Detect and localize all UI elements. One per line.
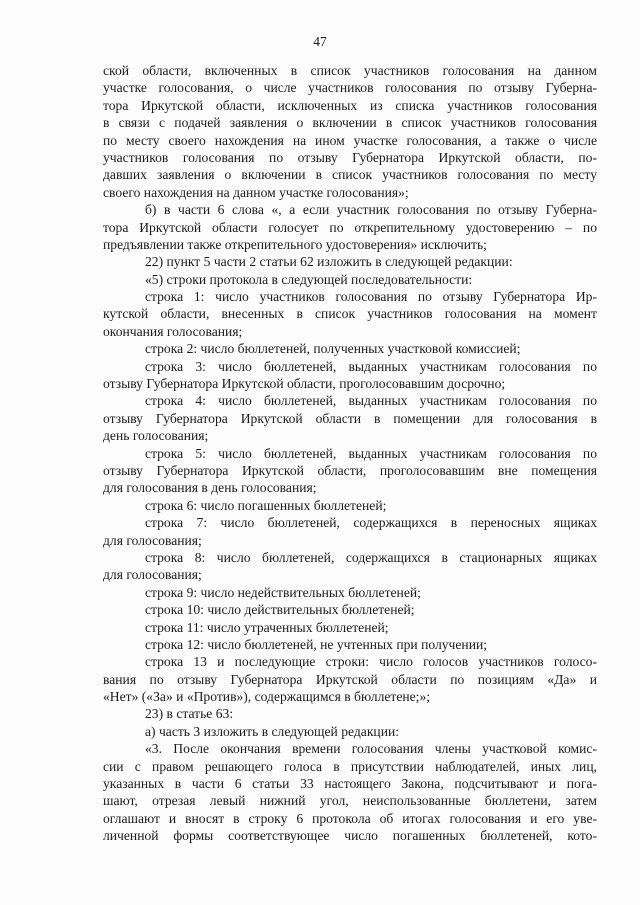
text-line: строка 9: число недействительных бюллетеней; (145, 584, 421, 600)
text-line: б) в части 6 слова «, а если участник голосования по отзыву Губерна- (145, 202, 597, 218)
text-line: строка 5: число бюллетеней, выданных участникам голосования по (145, 445, 597, 461)
text-line: для голосования; (103, 532, 202, 548)
text-line: участников голосования по отзыву Губернатора Иркутской области, по- (103, 149, 597, 165)
text-line: тора Иркутской области голосует по открепительному удостоверению – по (103, 219, 597, 235)
document-body-text (103, 62, 597, 845)
text-line: строка 3: число бюллетеней, выданных участникам голосования по (145, 358, 597, 374)
text-line: строка 6: число погашенных бюллетеней; (145, 497, 387, 513)
text-line: ской области, включенных в список участников голосования на данном (103, 63, 597, 78)
text-line: строка 2: число бюллетеней, полученных участковой комиссией; (145, 341, 521, 357)
page-number: 47 (313, 34, 327, 49)
text-line: строка 11: число утраченных бюллетеней; (145, 619, 389, 635)
text-line: давших заявления о включении в список участников голосования по месту (103, 167, 597, 183)
text-line: оглашают и вносят в строку 6 протокола об итогах голосования и его уве- (103, 810, 597, 826)
text-line: указанных в части 6 статьи 33 настоящего Закона, подсчитывают и пога- (103, 776, 597, 792)
text-line: предъявлении также открепительного удостоверения» исключить; (103, 236, 487, 252)
text-line: «Нет» («За» и «Против»), содержащимся в бюллетене;»; (103, 689, 431, 705)
text-line: сии с правом решающего голоса в присутствии наблюдателей, иных лиц, (103, 758, 597, 774)
text-line: отзыву Губернатора Иркутской области, проголосовавшим вне помещения (103, 462, 597, 478)
text-line: в связи с подачей заявления о включении в список участников голосования (103, 115, 597, 131)
text-line: отзыву Губернатора Иркутской области в помещении для голосования в (103, 410, 597, 426)
text-line: «3. После окончания времени голосования члены участковой комис- (145, 741, 597, 757)
text-line: строка 12: число бюллетеней, не учтенных при получении; (145, 636, 488, 652)
text-line: участке голосования, о числе участников голосования по отзыву Губерна- (103, 80, 597, 96)
text-line: вания по отзыву Губернатора Иркутской области по позициям «Да» и (103, 671, 597, 687)
text-line: тора Иркутской области, исключенных из списка участников голосования (103, 97, 597, 113)
text-line: шают, отрезая левый нижний угол, неиспользованные бюллетени, затем (103, 793, 597, 809)
text-line: личенной формы соответствующее число погашенных бюллетеней, кото- (103, 828, 597, 844)
text-line: по месту своего нахождения на ином участке голосования, а также о числе (103, 132, 597, 148)
text-line: кутской области, внесенных в список участников голосования на момент (103, 306, 597, 322)
text-line: своего нахождения на данном участке голосования»; (103, 184, 409, 200)
text-line: а) часть 3 изложить в следующей редакции: (145, 723, 400, 739)
text-line: окончания голосования; (103, 323, 243, 339)
text-line: 23) в статье 63: (145, 706, 234, 722)
text-line: для голосования; (103, 567, 202, 583)
text-line: строка 7: число бюллетеней, содержащихся в переносных ящиках (145, 515, 597, 531)
text-line: «5) строки протокола в следующей последовательности: (145, 271, 473, 287)
text-line: 22) пункт 5 части 2 статьи 62 изложить в следующей редакции: (145, 254, 513, 270)
text-line: строка 10: число действительных бюллетеней; (145, 602, 415, 618)
text-line: строка 1: число участников голосования по отзыву Губернатора Ир- (145, 289, 597, 305)
text-line: строка 4: число бюллетеней, выданных участникам голосования по (145, 393, 597, 409)
text-line: день голосования; (103, 428, 209, 444)
text-line: строка 8: число бюллетеней, содержащихся в стационарных ящиках (145, 549, 597, 565)
text-line: для голосования в день голосования; (103, 480, 317, 496)
text-line: отзыву Губернатора Иркутской области, проголосовавшим досрочно; (103, 376, 506, 392)
text-line: строка 13 и последующие строки: число голосов участников голосо- (145, 654, 597, 670)
